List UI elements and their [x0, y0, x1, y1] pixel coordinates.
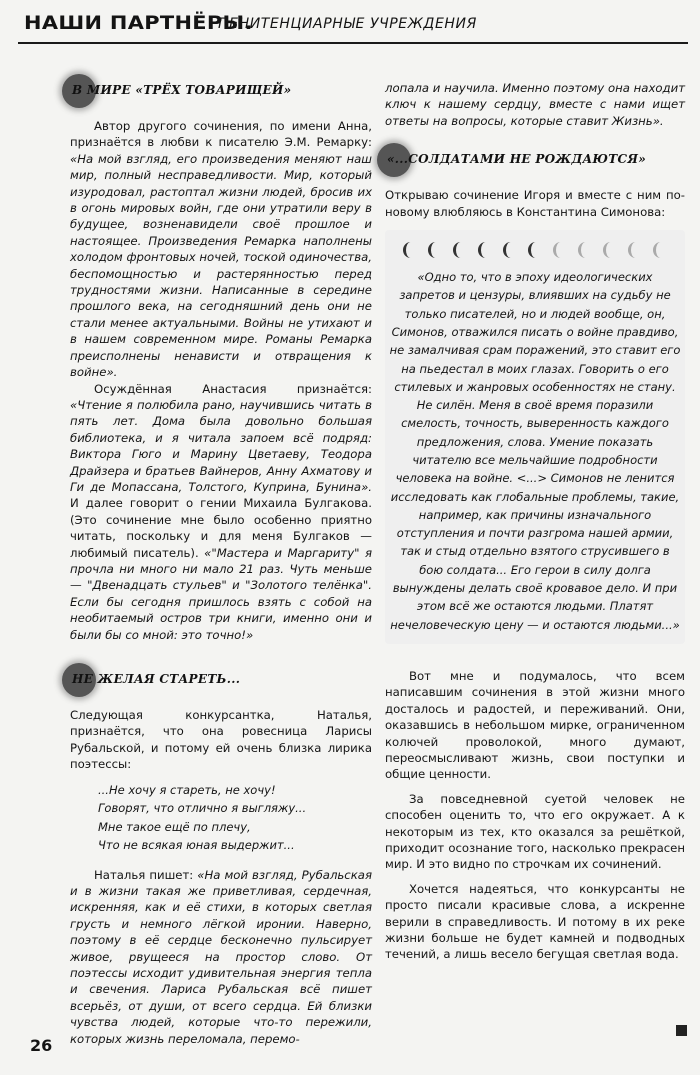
poem-line: ...Не хочу я стареть, не хочу!: [98, 782, 276, 797]
quote-text: «На мой взгляд, его произведения меняют наш мир, полный несправедливости. Мир, который изуродовал, растоптал жизни людей, бросив их в огонь мировых войн, где они утратили веру в будущее, возненавидели своё прошлое и настоящее. Произведения Ремарка наполнены холодом фронтовых ночей, тоской одиночества, беспомощностью и растерянностью перед трудностями жизни. Написанные в середине прошлого века, на сегодняшний день они не стали менее актуальными. Войны не утихают и в нашем современном мире. Романы Ремарка преисполнены ненависти и отвращения к войне».: [70, 151, 372, 380]
paragraph: За повседневной суетой человек не способен оценить то, что его окружает. А к некоторым из тех, кто оказался за решёткой, приходит осознание того, насколько прекрасен мир. И это видно по строчкам их сочинений.: [385, 791, 685, 872]
section-title: «...СОЛДАТАМИ НЕ РОЖДАЮТСЯ»: [387, 152, 647, 167]
paragraph-continuation: лопала и научила. Именно поэтому она находит ключ к нашему сердцу, вместе с нами ищет ответы на вопросы, которые ставит Жизнь».: [385, 81, 685, 128]
page-header: [18, 8, 688, 44]
end-mark-icon: [676, 1025, 687, 1036]
paragraph: Следующая конкурсантка, Наталья, признаётся, что она ровесница Ларисы Рубальской, и потому ей очень близка лирика поэтессы:: [70, 708, 372, 772]
quote-text: «Одно то, что в эпоху идеологических запретов и цензуры, влиявших на судьбу не только писателей, но и людей вообще, он, Симонов, отважился писать о войне правдиво, не замалчивая срам поражений, это ставит его на пьедестал в моих глазах. Говорить о его стилевых и жанровых особенностях не стану. Не силён. Меня в своё время поразили смелость, точность, выверенность каждого предложения, слова. Умение показать читателю все мельчайшие подробности человека на войне. <...> Симонов не ленится исследовать как глобальные проблемы, такие, например, как причины изначального отступления и почти разгрома нашей армии, так и стыд отдельно взятого струсившего в бою солдата... Его герои в силу долга вынуждены делать своё кровавое дело. И при этом всё же остаются людьми. Платят нечеловеческую цену — и остаются людьми...»: [389, 270, 681, 632]
header-subtitle: ПЕНИТЕНЦИАРНЫЕ УЧРЕЖДЕНИЯ: [218, 16, 477, 32]
left-column: [70, 72, 372, 1047]
header-title: НАШИ ПАРТНЁРЫ.: [24, 12, 253, 34]
quote-text: «На мой взгляд, Рубальская и в жизни такая же приветливая, сердечная, искренняя, как и её стихи, в которых светлая грусть и немного лёгкой иронии. Наверно, поэтому в её сердце бесконечно пульсирует живое, рвущееся на простор слово. От поэтессы исходит удивительная энергия тепла и свечения. Лариса Рубальская всё пишет всерьёз, от души, от всего сердца. Ей близки чувства людей, которые что-то пережили, которых жизнь переломала, перемо-: [70, 867, 372, 1046]
section-title: В МИРЕ «ТРЁХ ТОВАРИЩЕЙ»: [72, 83, 292, 97]
poem-line: Что не всякая юная выдержит...: [98, 838, 295, 853]
paragraph: Хочется надеяться, что конкурсанты не просто писали красивые слова, а искренне верили в справедливость. И потому в их реке жизни больше не будет камней и подводных течений, а лишь весело бегущая светлая вода.: [385, 881, 685, 962]
right-column: [385, 80, 685, 963]
section-title: НЕ ЖЕЛАЯ СТАРЕТЬ...: [72, 672, 241, 686]
paragraph: Автор другого сочинения, по имени Анна, признаётся в любви к писателю Э.М. Ремарку: «На мой взгляд, его произведения меняют наш мир, полный несправедливости. Мир, который изуродовал, растоптал жизни людей, бросив их в огонь мировых войн, где они утратили веру в будущее, возненавидели своё прошлое и настоящее. Произведения Ремарка наполнены холодом фронтовых ночей, тоской одиночества, беспомощностью и растерянностью перед трудностями жизни. Написанные в середине прошлого века, на сегодняшний день они не стали менее актуальными. Войны не утихают и в нашем современном мире. Романы Ремарка преисполнены ненависти и отвращения к войне».: [70, 119, 372, 380]
paragraph: Вот мне и подумалось, что всем написавшим сочинения в этой жизни много досталось и радостей, и переживаний. Они, оказавшись в небольшом мирке, ограниченном колючей проволокой, много думают, переосмысливают жизнь, свои поступки и общие ценности.: [385, 668, 685, 782]
section-heading-not-wanting-to-age: [62, 663, 372, 697]
quote-text: «"Мастера и Маргариту" я прочла ни много ни мало 21 раз. Чуть меньше — "Двенадцать стульев" и "Золотого телёнка". Если бы сегодня пришлось взять с собой на необитаемый остров три книги, именно они и были бы со мной: это точно!»: [70, 545, 372, 642]
paragraph: Открываю сочинение Игоря и вместе с ним по-новому влюбляюсь в Константина Симонова:: [385, 188, 685, 219]
page-number: 26: [30, 1036, 53, 1055]
paragraph: Наталья пишет: «На мой взгляд, Рубальская и в жизни такая же приветливая, сердечная, искренняя, как и её стихи, в которых светлая грусть и немного лёгкой иронии. Наверно, поэтому в её сердце бесконечно пульсирует живое, рвущееся на простор слово. От поэтессы исходит удивительная энергия тепла и свечения. Лариса Рубальская всё пишет всерьёз, от души, от всего сердца. Ей близки чувства людей, которые что-то пережили, которых жизнь переломала, перемо-: [70, 867, 372, 1046]
section-heading-three-comrades: [62, 74, 372, 108]
poem-line: Мне такое ещё по плечу,: [98, 819, 251, 834]
poem-line: Говорят, что отлично я выгляжу...: [98, 801, 307, 816]
quote-text: «Чтение я полюбила рано, научившись читать в пять лет. Дома была довольно большая библиотека, и я читала запоем всё подряд: Виктора Гюго и Марину Цветаеву, Теодора Драйзера и братьев Вайнеров, Анну Ахматову и Ги де Мопассана, Толстого, Куприна, Бунина».: [70, 397, 372, 494]
paragraph: Осуждённая Анастасия признаётся: «Чтение я полюбила рано, научившись читать в пять лет. Дома была довольно большая библиотека, и я читала запоем всё подряд: Виктора Гюго и Марину Цветаеву, Теодора Драйзера и братьев Вайнеров, Анну Ахматову и Ги де Мопассана, Толстого, Куприна, Бунина». И далее говорит о гении Михаила Булгакова. (Это сочинение мне было особенно приятно читать, поскольку и для меня Булгаков — любимый писатель). «"Мастера и Маргариту" я прочла ни много ни мало 21 раз. Чуть меньше — "Двенадцать стульев" и "Золотого телёнка". Если бы сегодня пришлось взять с собой на необитаемый остров три книги, именно они и были бы со мной: это точно!»: [70, 381, 372, 642]
quote-box: [385, 230, 685, 644]
section-heading-soldiers: [377, 143, 685, 177]
poem: [98, 781, 372, 855]
decorative-crescents: [389, 242, 681, 262]
